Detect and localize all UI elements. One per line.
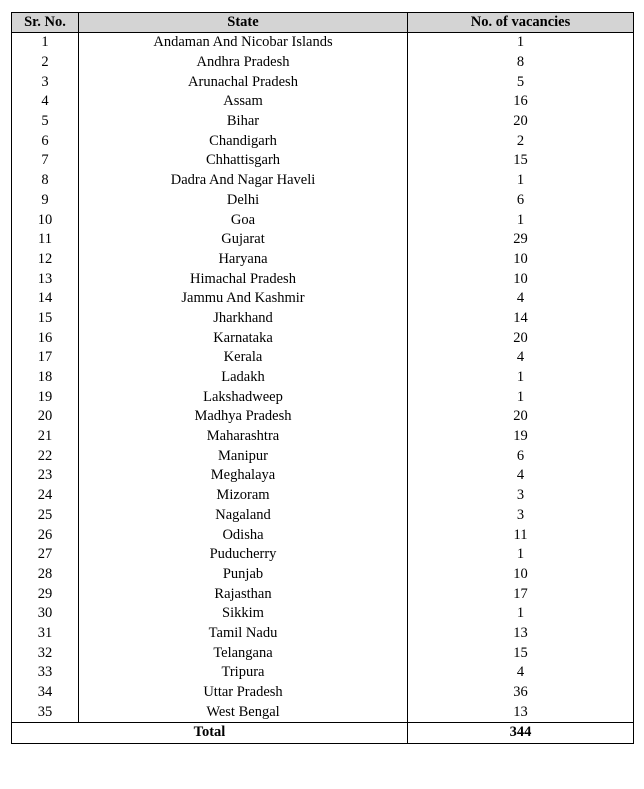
table-row xyxy=(12,191,634,211)
cell-vacancies: 3 xyxy=(408,486,634,506)
cell-vacancies: 1 xyxy=(408,171,634,191)
cell-state: Jharkhand xyxy=(79,309,408,329)
cell-state: Puducherry xyxy=(79,545,408,565)
cell-vacancies: 10 xyxy=(408,565,634,585)
total-row xyxy=(12,723,634,744)
cell-sr-no: 30 xyxy=(12,604,79,624)
cell-vacancies: 4 xyxy=(408,289,634,309)
table-row xyxy=(12,643,634,663)
cell-state: Mizoram xyxy=(79,486,408,506)
cell-sr-no: 20 xyxy=(12,407,79,427)
cell-sr-no: 2 xyxy=(12,53,79,73)
cell-vacancies: 17 xyxy=(408,584,634,604)
cell-sr-no: 22 xyxy=(12,446,79,466)
table-row xyxy=(12,53,634,73)
cell-state: Goa xyxy=(79,210,408,230)
cell-sr-no: 23 xyxy=(12,466,79,486)
cell-vacancies: 6 xyxy=(408,191,634,211)
table-row xyxy=(12,33,634,53)
cell-sr-no: 32 xyxy=(12,643,79,663)
cell-vacancies: 19 xyxy=(408,427,634,447)
header-state: State xyxy=(79,13,408,33)
cell-vacancies: 15 xyxy=(408,151,634,171)
cell-sr-no: 12 xyxy=(12,250,79,270)
table-row xyxy=(12,309,634,329)
cell-vacancies: 16 xyxy=(408,92,634,112)
cell-sr-no: 33 xyxy=(12,663,79,683)
cell-vacancies: 20 xyxy=(408,112,634,132)
cell-sr-no: 31 xyxy=(12,624,79,644)
header-row xyxy=(12,13,634,33)
total-label: Total xyxy=(12,723,408,744)
table-row xyxy=(12,427,634,447)
cell-vacancies: 6 xyxy=(408,446,634,466)
cell-vacancies: 3 xyxy=(408,506,634,526)
table-row xyxy=(12,151,634,171)
cell-state: Kerala xyxy=(79,348,408,368)
cell-state: Assam xyxy=(79,92,408,112)
cell-sr-no: 9 xyxy=(12,191,79,211)
cell-sr-no: 21 xyxy=(12,427,79,447)
total-value: 344 xyxy=(408,723,634,744)
cell-vacancies: 4 xyxy=(408,348,634,368)
cell-sr-no: 19 xyxy=(12,387,79,407)
cell-vacancies: 13 xyxy=(408,624,634,644)
cell-vacancies: 1 xyxy=(408,210,634,230)
table-row xyxy=(12,624,634,644)
cell-vacancies: 36 xyxy=(408,683,634,703)
table-row xyxy=(12,131,634,151)
table-row xyxy=(12,112,634,132)
table-row xyxy=(12,92,634,112)
cell-sr-no: 7 xyxy=(12,151,79,171)
cell-state: Bihar xyxy=(79,112,408,132)
cell-vacancies: 1 xyxy=(408,33,634,53)
cell-state: Manipur xyxy=(79,446,408,466)
table-row xyxy=(12,702,634,722)
cell-state: Madhya Pradesh xyxy=(79,407,408,427)
table-row xyxy=(12,604,634,624)
cell-sr-no: 14 xyxy=(12,289,79,309)
header-sr-no: Sr. No. xyxy=(12,13,79,33)
cell-state: Odisha xyxy=(79,525,408,545)
cell-state: Delhi xyxy=(79,191,408,211)
cell-state: Dadra And Nagar Haveli xyxy=(79,171,408,191)
cell-sr-no: 10 xyxy=(12,210,79,230)
table-row xyxy=(12,269,634,289)
cell-sr-no: 35 xyxy=(12,702,79,722)
cell-vacancies: 10 xyxy=(408,250,634,270)
cell-state: Lakshadweep xyxy=(79,387,408,407)
table-row xyxy=(12,171,634,191)
cell-vacancies: 20 xyxy=(408,407,634,427)
cell-sr-no: 27 xyxy=(12,545,79,565)
table-row xyxy=(12,250,634,270)
cell-vacancies: 20 xyxy=(408,328,634,348)
cell-state: Jammu And Kashmir xyxy=(79,289,408,309)
cell-state: Rajasthan xyxy=(79,584,408,604)
cell-sr-no: 25 xyxy=(12,506,79,526)
cell-state: Karnataka xyxy=(79,328,408,348)
table-row xyxy=(12,230,634,250)
table-row xyxy=(12,348,634,368)
cell-state: Punjab xyxy=(79,565,408,585)
cell-state: Chandigarh xyxy=(79,131,408,151)
table-row xyxy=(12,683,634,703)
table-body xyxy=(12,33,634,723)
table-row xyxy=(12,584,634,604)
cell-state: Andaman And Nicobar Islands xyxy=(79,33,408,53)
cell-vacancies: 4 xyxy=(408,663,634,683)
cell-sr-no: 5 xyxy=(12,112,79,132)
cell-sr-no: 13 xyxy=(12,269,79,289)
cell-vacancies: 8 xyxy=(408,53,634,73)
cell-state: Haryana xyxy=(79,250,408,270)
cell-state: Nagaland xyxy=(79,506,408,526)
cell-vacancies: 5 xyxy=(408,72,634,92)
cell-sr-no: 29 xyxy=(12,584,79,604)
table-row xyxy=(12,210,634,230)
cell-state: Arunachal Pradesh xyxy=(79,72,408,92)
cell-state: Gujarat xyxy=(79,230,408,250)
cell-sr-no: 17 xyxy=(12,348,79,368)
cell-state: Telangana xyxy=(79,643,408,663)
cell-vacancies: 1 xyxy=(408,545,634,565)
cell-sr-no: 26 xyxy=(12,525,79,545)
header-vacancies: No. of vacancies xyxy=(408,13,634,33)
cell-sr-no: 28 xyxy=(12,565,79,585)
table-row xyxy=(12,486,634,506)
table-row xyxy=(12,466,634,486)
cell-vacancies: 11 xyxy=(408,525,634,545)
cell-sr-no: 11 xyxy=(12,230,79,250)
cell-sr-no: 6 xyxy=(12,131,79,151)
table-row xyxy=(12,289,634,309)
cell-state: Andhra Pradesh xyxy=(79,53,408,73)
cell-state: Tripura xyxy=(79,663,408,683)
table-row xyxy=(12,525,634,545)
cell-state: Sikkim xyxy=(79,604,408,624)
cell-state: Meghalaya xyxy=(79,466,408,486)
cell-sr-no: 3 xyxy=(12,72,79,92)
table-row xyxy=(12,407,634,427)
table-row xyxy=(12,72,634,92)
table-row xyxy=(12,565,634,585)
table-row xyxy=(12,545,634,565)
cell-vacancies: 13 xyxy=(408,702,634,722)
cell-state: Uttar Pradesh xyxy=(79,683,408,703)
cell-vacancies: 10 xyxy=(408,269,634,289)
cell-vacancies: 4 xyxy=(408,466,634,486)
cell-sr-no: 15 xyxy=(12,309,79,329)
cell-sr-no: 8 xyxy=(12,171,79,191)
table-row xyxy=(12,368,634,388)
cell-sr-no: 34 xyxy=(12,683,79,703)
cell-sr-no: 24 xyxy=(12,486,79,506)
cell-vacancies: 1 xyxy=(408,387,634,407)
table-row xyxy=(12,446,634,466)
cell-vacancies: 14 xyxy=(408,309,634,329)
cell-state: Ladakh xyxy=(79,368,408,388)
cell-state: Maharashtra xyxy=(79,427,408,447)
cell-vacancies: 15 xyxy=(408,643,634,663)
cell-state: Tamil Nadu xyxy=(79,624,408,644)
cell-vacancies: 29 xyxy=(408,230,634,250)
table-row xyxy=(12,506,634,526)
table-row xyxy=(12,387,634,407)
cell-state: Chhattisgarh xyxy=(79,151,408,171)
table-row xyxy=(12,663,634,683)
cell-sr-no: 18 xyxy=(12,368,79,388)
cell-sr-no: 1 xyxy=(12,33,79,53)
table-header xyxy=(12,13,634,33)
vacancies-table xyxy=(11,12,634,744)
cell-sr-no: 16 xyxy=(12,328,79,348)
cell-vacancies: 1 xyxy=(408,368,634,388)
cell-state: Himachal Pradesh xyxy=(79,269,408,289)
cell-vacancies: 2 xyxy=(408,131,634,151)
table-row xyxy=(12,328,634,348)
cell-vacancies: 1 xyxy=(408,604,634,624)
cell-sr-no: 4 xyxy=(12,92,79,112)
cell-state: West Bengal xyxy=(79,702,408,722)
table-footer xyxy=(12,723,634,744)
